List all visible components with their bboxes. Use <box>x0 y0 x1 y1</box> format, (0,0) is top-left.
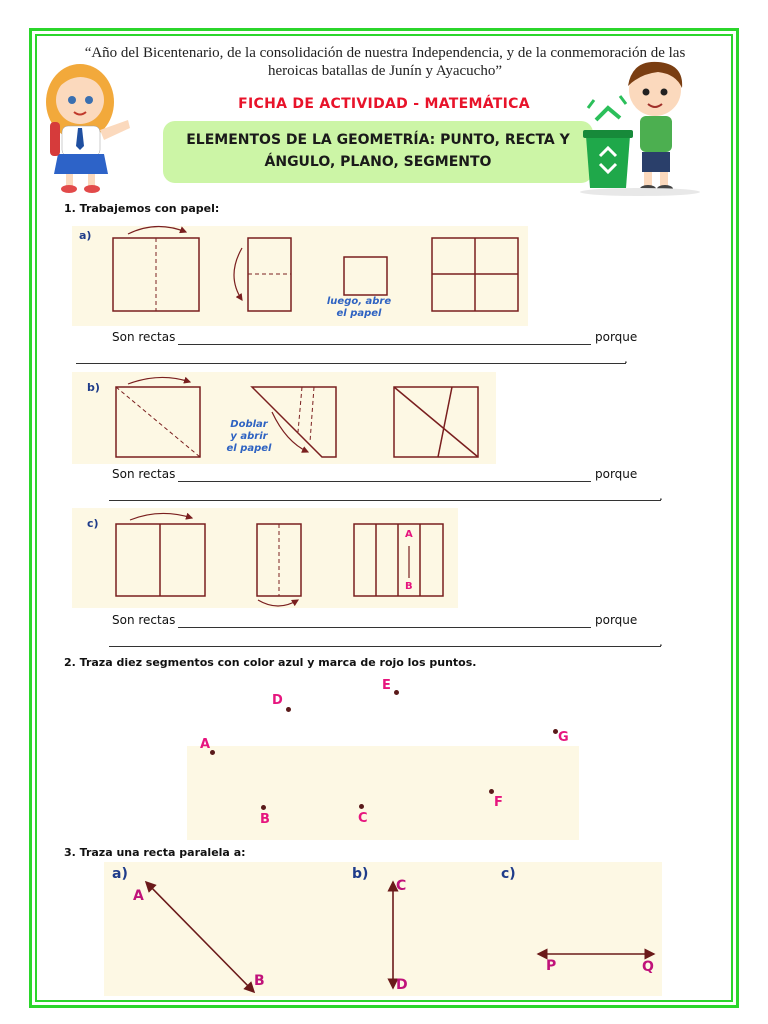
panel-1c-point-b: B <box>405 581 413 592</box>
answer-1a-suffix: porque <box>595 330 638 344</box>
point-f[interactable] <box>489 789 494 794</box>
section3-title: 3. Traza una recta paralela a: <box>64 846 246 859</box>
parallel-c-label: c) <box>501 866 516 882</box>
answer-1b-blank[interactable] <box>178 481 591 482</box>
point-f-label: F <box>494 795 503 810</box>
point-a[interactable] <box>210 750 215 755</box>
point-p3-label: P <box>546 958 557 974</box>
point-e-label: E <box>382 678 391 693</box>
answer-1a-line2[interactable] <box>76 363 626 364</box>
paper-fold-c-diagram <box>72 508 458 608</box>
panel-1b-note-line2: y abrir <box>230 431 268 442</box>
panel-1a-label: a) <box>79 229 92 242</box>
point-d[interactable] <box>286 707 291 712</box>
parallel-a-label: a) <box>112 866 128 882</box>
topic-banner-text <box>163 129 593 173</box>
point-c-label: C <box>358 811 368 826</box>
header-quote-line1: “Año del Bicentenario, de la consolidación de nuestra Independencia, y de la conmemoración de las <box>84 45 686 61</box>
section2-title: 2. Traza diez segmentos con color azul y marca de rojo los puntos. <box>64 656 477 669</box>
panel-1c-label: c) <box>87 517 99 530</box>
panel-1b-note <box>222 419 276 455</box>
panel-1b-label: b) <box>87 381 100 394</box>
section1-title: 1. Trabajemos con papel: <box>64 202 220 215</box>
topic-line2: ÁNGULO, PLANO, SEGMENTO <box>264 154 492 170</box>
point-d-label: D <box>272 693 283 708</box>
parallel-b-label: b) <box>352 866 369 882</box>
panel-1c-point-a: A <box>405 529 413 540</box>
answer-1a-blank[interactable] <box>178 344 591 345</box>
paper-fold-b-diagram <box>72 372 496 464</box>
paper-fold-a-diagram <box>72 220 528 326</box>
answer-1a-end: . <box>624 352 628 366</box>
sheet-title: FICHA DE ACTIVIDAD - MATEMÁTICA <box>238 96 530 112</box>
panel-1a-note <box>326 296 392 320</box>
point-d3-label: D <box>396 977 408 993</box>
answer-1c-prefix: Son rectas <box>112 613 176 627</box>
point-b[interactable] <box>261 805 266 810</box>
boy-recycling-illustration <box>580 56 710 198</box>
parallel-lines-diagram <box>104 862 662 996</box>
point-g-label: G <box>558 730 569 745</box>
point-a3-label: A <box>133 888 144 904</box>
answer-1b-line2[interactable] <box>109 500 661 501</box>
topic-line1: ELEMENTOS DE LA GEOMETRÍA: PUNTO, RECTA Y <box>186 132 570 148</box>
point-q3-label: Q <box>642 959 654 975</box>
point-b3-label: B <box>254 973 265 989</box>
answer-1c-line2[interactable] <box>109 646 661 647</box>
answer-1b-end: . <box>659 489 663 503</box>
answer-1c-blank[interactable] <box>178 627 591 628</box>
answer-1a-prefix: Son rectas <box>112 330 176 344</box>
header-quote-line2: heroicas batallas de Junín y Ayacucho” <box>268 63 502 79</box>
point-c[interactable] <box>359 804 364 809</box>
line-ab <box>146 882 254 992</box>
answer-1b-suffix: porque <box>595 467 638 481</box>
answer-1c-suffix: porque <box>595 613 638 627</box>
panel-1a-note-line1: luego, abre <box>326 296 392 307</box>
answer-1b-prefix: Son rectas <box>112 467 176 481</box>
answer-1c-end: . <box>659 635 663 649</box>
point-c3-label: C <box>396 878 407 894</box>
girl-illustration <box>38 50 150 195</box>
point-a-label: A <box>200 737 211 752</box>
point-e[interactable] <box>394 690 399 695</box>
point-b-label: B <box>260 812 270 827</box>
panel-1a-note-line2: el papel <box>336 308 382 319</box>
panel-1b-note-line3: el papel <box>226 443 272 454</box>
panel-1b-note-line1: Doblar <box>230 419 268 430</box>
point-g[interactable] <box>553 729 558 734</box>
points-panel <box>187 746 579 840</box>
recycle-bin-icon <box>583 96 633 188</box>
